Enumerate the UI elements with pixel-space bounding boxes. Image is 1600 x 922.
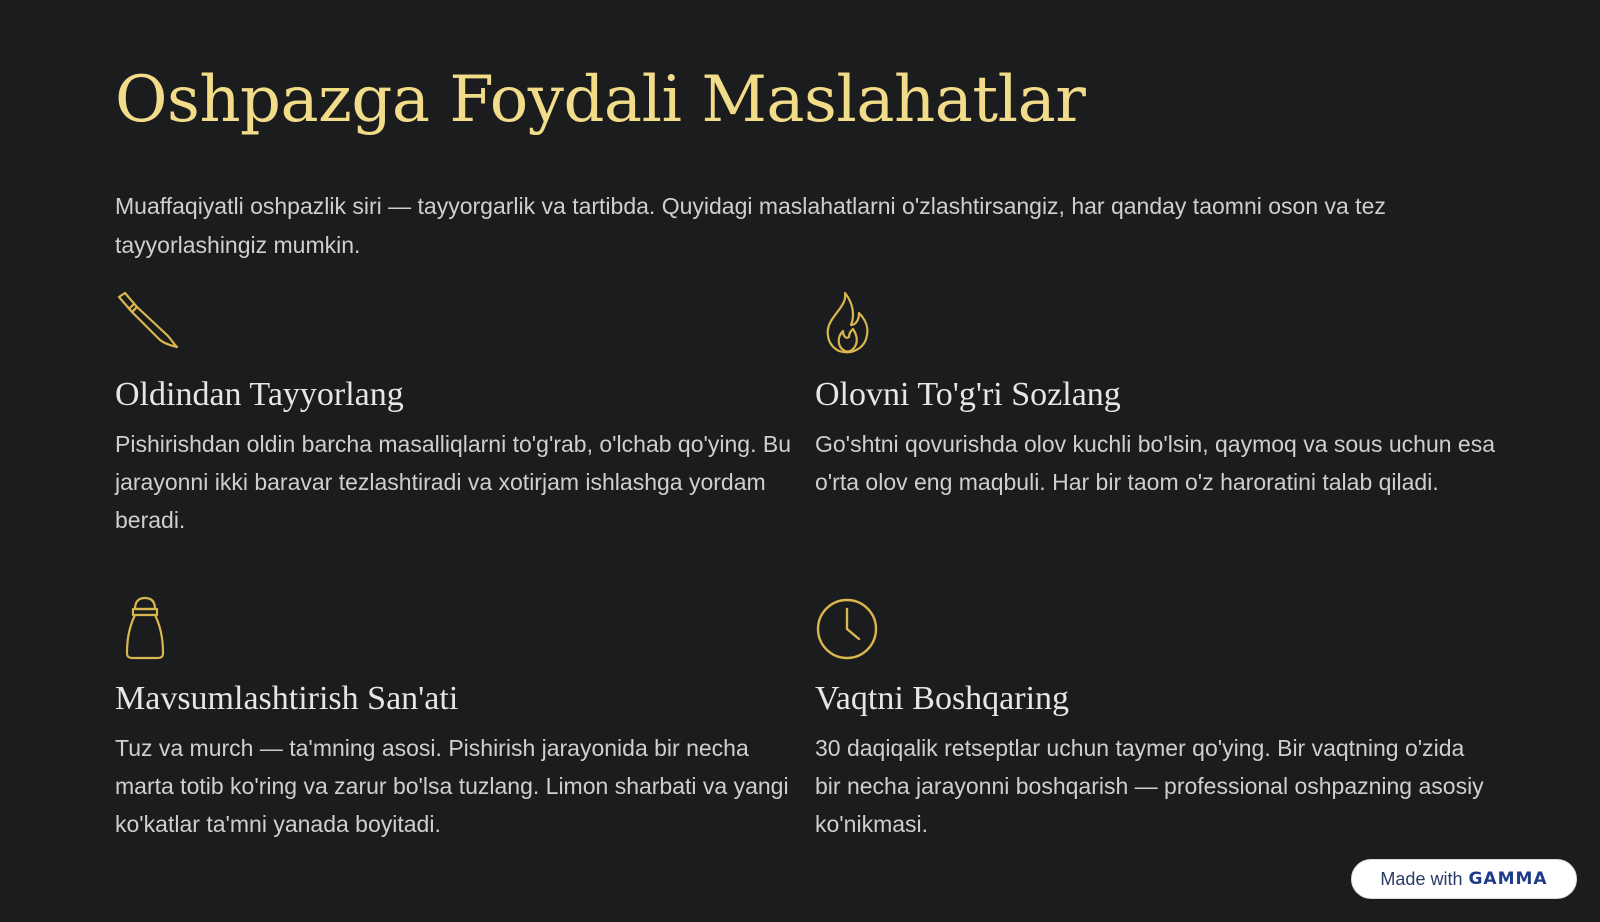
made-with-gamma-badge[interactable] [1351,859,1577,899]
tip-card-heat [815,291,1495,501]
clock-icon [815,595,881,661]
intro-text: Muaffaqiyatli oshpazlik siri — tayyorgarlik va tartibda. Quyidagi maslahatlarni o'zlashtirsangiz, har qanday taomni oson va tez tayyorlashingiz mumkin. [115,193,1386,258]
tip-title: Mavsumlashtirish San'ati [115,680,459,717]
tip-text: Pishirishdan oldin barcha masalliqlarni to'g'rab, o'lchab qo'ying. Bu jarayonni ikki baravar tezlashtiradi va xotirjam ishlashga yordam beradi. [115,431,792,533]
tip-text: Tuz va murch — ta'mning asosi. Pishirish jarayonida bir necha marta totib ko'ring va zarur bo'lsa tuzlang. Limon sharbati va yangi ko'katlar ta'mni yanada boyitadi. [115,735,789,837]
tip-title: Olovni To'g'ri Sozlang [815,376,1121,413]
tip-card-seasoning [115,595,795,843]
tip-card-prepare [115,291,795,539]
flame-icon [815,291,881,357]
gamma-logo: GAMMA [1468,869,1548,889]
tip-text: 30 daqiqalik retseptlar uchun taymer qo'ying. Bir vaqtning o'zida bir necha jarayonni boshqarish — professional oshpazning asosiy ko'nikmasi. [815,735,1484,837]
page-title: Oshpazga Foydali Maslahatlar [115,63,1086,137]
knife-icon [115,291,181,357]
salt-shaker-icon [115,595,181,661]
tip-title: Vaqtni Boshqaring [815,680,1070,717]
tip-text: Go'shtni qovurishda olov kuchli bo'lsin, qaymoq va sous uchun esa o'rta olov eng maqbuli. Har bir taom o'z haroratini talab qiladi. [815,431,1496,495]
tip-card-time [815,595,1495,843]
tip-title: Oldindan Tayyorlang [115,376,404,413]
badge-prefix: Made with [1380,868,1463,889]
